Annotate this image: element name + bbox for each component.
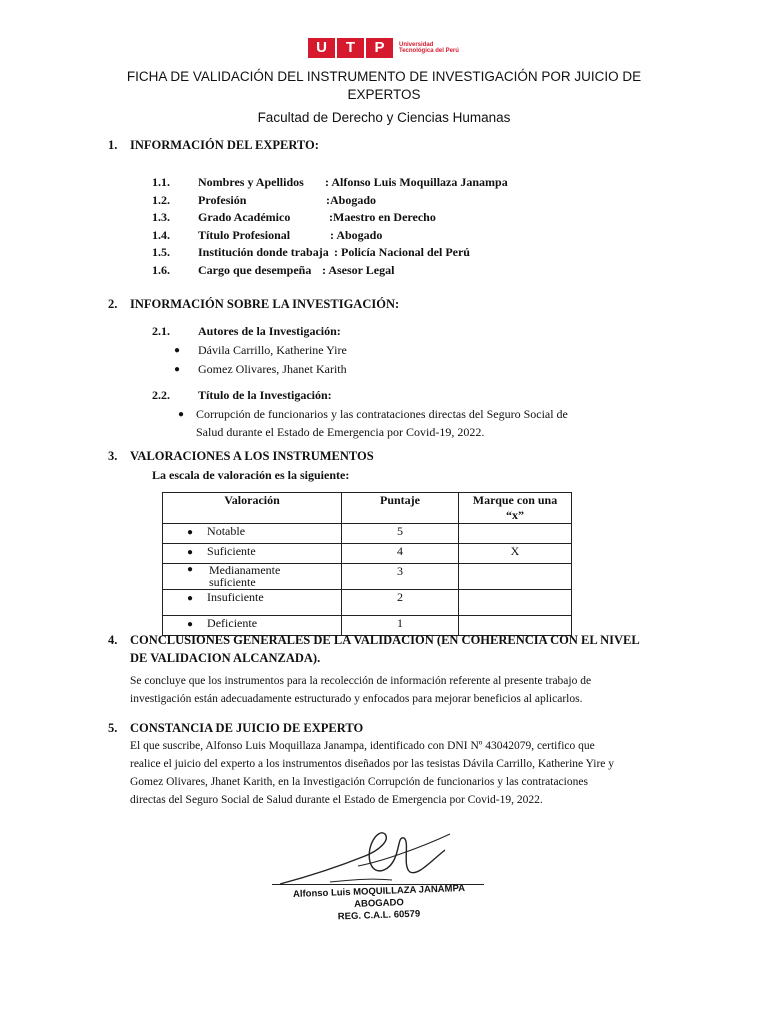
bullet-icon: ● [174,364,181,375]
rating-cell [163,524,342,544]
item-value: : Policía Nacional del Perú [334,245,470,259]
faculty-name: Facultad de Derecho y Ciencias Humanas [257,110,511,125]
section2-heading: INFORMACIÓN SOBRE LA INVESTIGACIÓN: [130,297,400,311]
document-title: FICHA DE VALIDACIÓN DEL INSTRUMENTO DE INVESTIGACIÓN POR JUICIO DE EXPERTOS [126,69,642,102]
table-header-row [163,493,572,524]
research-title-line2: Salud durante el Estado de Emergencia por Covid-19, 2022. [196,425,485,439]
score-cell: 4 [342,544,459,564]
constancy-line4: directas del Seguro Social de Salud durante el Estado de Emergencia por Covid-19, 2022. [130,794,543,806]
item-number: 1.3. [152,210,170,224]
bullet-icon: ● [187,527,194,538]
item-number: 1.5. [152,245,170,259]
item-label: Cargo que desempeña [198,263,312,277]
rating-label: Medianamente suficiente [209,563,281,589]
section5-heading: CONSTANCIA DE JUICIO DE EXPERTO [130,721,364,735]
item-number: 1.6. [152,263,170,277]
logo-letter-u: U [308,38,335,58]
stamp-name: Alfonso Luis MOQUILLAZA JANAMPA [292,883,466,900]
section3-heading: VALORACIONES A LOS INSTRUMENTOS [130,449,374,463]
stamp-registration: REG. C.A.L. 60579 [337,908,421,923]
mark-cell: X [459,544,572,564]
author-2: Gomez Olivares, Jhanet Karith [198,362,347,376]
logo-letter-t: T [337,38,364,58]
item-value: : Alfonso Luis Moquillaza Janampa [325,175,508,189]
section3-number: 3. [108,449,118,463]
table-row [163,564,572,590]
item-number: 1.4. [152,228,170,242]
stamp-role: ABOGADO [354,897,404,910]
column-header: Valoración [163,493,342,524]
logo-letter-p: P [366,38,393,58]
item-label: Nombres y Apellidos [198,175,304,189]
constancy-line1: El que suscribe, Alfonso Luis Moquillaza Janampa, identificado con DNI Nº 43042079, certifico que [130,740,595,752]
constancy-line3: Gomez Olivares, Jhanet Karith, en la Investigación Corrupción de funcionarios y las contrataciones [130,776,588,788]
item-label: Profesión [198,193,247,207]
conclusion-line2: investigación están adecuadamente estructurado y enfocados para mejorar beneficios al aplicarlos. [130,693,583,705]
constancy-line2: realice el juicio del experto a los instrumentos diseñados por las tesistas Dávila Carrillo, Katherine Yire y [130,758,615,770]
rating-table [162,492,572,636]
authors-number: 2.1. [152,324,170,338]
logo-subtitle: Universidad Tecnológica del Perú [399,42,459,54]
authors-label: Autores de la Investigación: [198,324,341,338]
table-row [163,544,572,564]
item-label: Institución donde trabaja [198,245,329,259]
section4-heading-line1: CONCLUSIONES GENERALES DE LA VALIDACION (EN COHERENCIA CON EL NIVEL [130,633,640,647]
bullet-icon: ● [187,593,194,604]
section4-number: 4. [108,633,118,647]
item-value: :Maestro en Derecho [329,210,436,224]
research-title-number: 2.2. [152,388,170,402]
section4-heading-line2: DE VALIDACION ALCANZADA). [130,651,321,665]
research-title-line1: Corrupción de funcionarios y las contrataciones directas del Seguro Social de [196,407,568,421]
mark-cell [459,590,572,616]
research-title-label: Título de la Investigación: [198,388,332,402]
rating-cell [163,564,342,590]
item-number: 1.1. [152,175,170,189]
rating-label: Insuficiente [207,590,264,604]
rating-cell [163,544,342,564]
item-value: :Abogado [326,193,377,207]
section1-number: 1. [108,138,118,152]
author-1: Dávila Carrillo, Katherine Yire [198,343,347,357]
bullet-icon: ● [187,547,194,558]
table-row [163,590,572,616]
bullet-icon: ● [174,345,181,356]
bullet-icon: ● [187,619,194,630]
bullet-icon: ● [187,564,194,575]
item-number: 1.2. [152,193,170,207]
scale-subheading: La escala de valoración es la siguiente: [152,468,350,482]
bullet-icon: ● [178,409,185,420]
conclusion-line1: Se concluye que los instrumentos para la recolección de información referente al presente trabajo de [130,675,592,687]
rating-label: Deficiente [207,616,258,630]
item-value: : Asesor Legal [322,263,395,277]
score-cell: 1 [342,616,459,636]
mark-cell [459,524,572,544]
item-label: Grado Académico [198,210,291,224]
score-cell: 2 [342,590,459,616]
item-label: Título Profesional [198,228,291,242]
rating-cell [163,590,342,616]
utp-logo [308,36,459,60]
item-value: : Abogado [330,228,383,242]
section5-number: 5. [108,721,118,735]
column-header: Marque con una “x” [459,493,572,524]
rating-label: Suficiente [207,544,256,558]
score-cell: 3 [342,564,459,590]
section2-number: 2. [108,297,118,311]
table-row [163,524,572,544]
section1-heading: INFORMACIÓN DEL EXPERTO: [130,138,319,152]
column-header: Puntaje [342,493,459,524]
rating-label: Notable [207,524,246,538]
mark-cell [459,564,572,590]
score-cell: 5 [342,524,459,544]
